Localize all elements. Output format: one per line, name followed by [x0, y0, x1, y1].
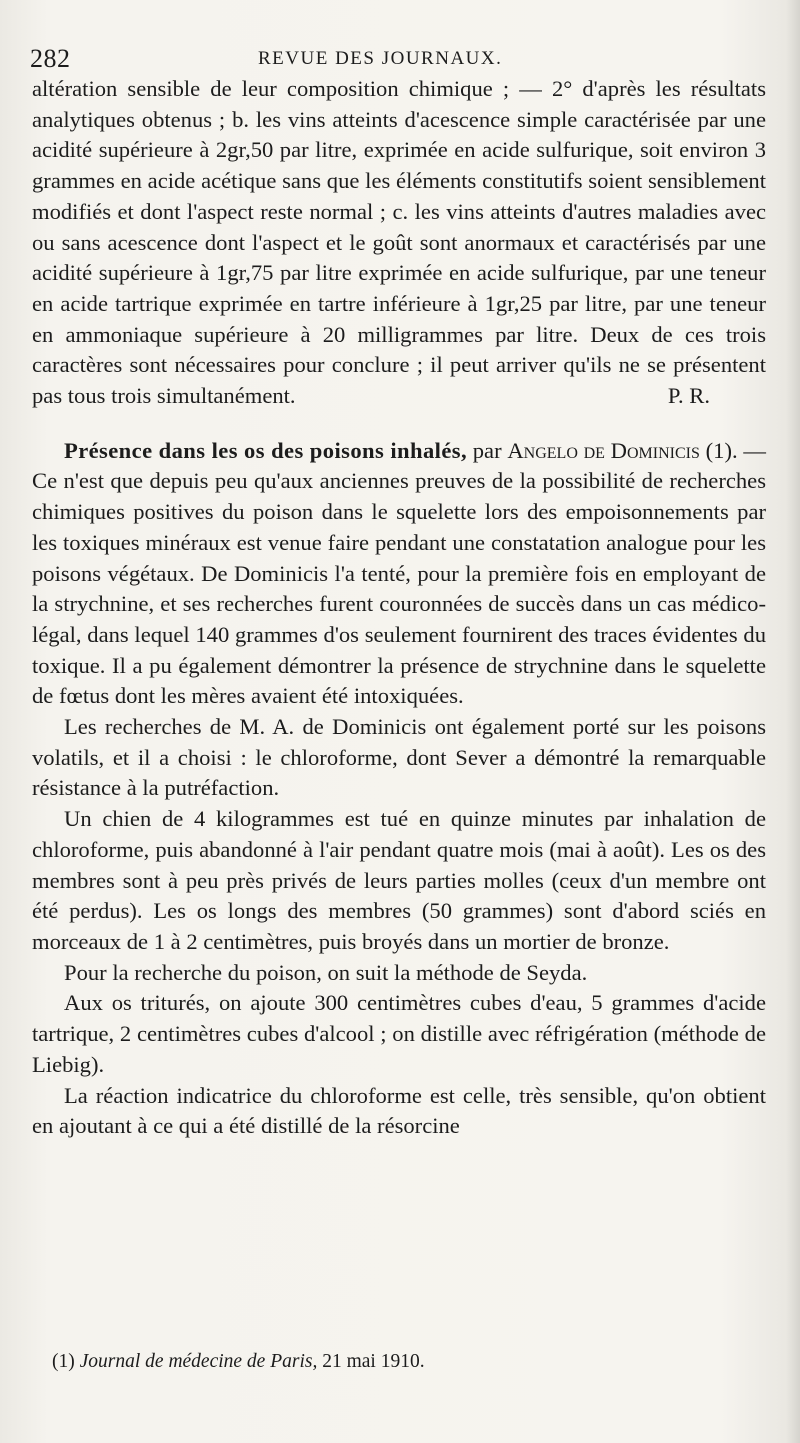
- page-body: [32, 74, 766, 1142]
- body-paragraph: Un chien de 4 kilogrammes est tué en quinze minutes par inhalation de chloroforme, puis abandonné à l'air pendant quatre mois (mai à août). Les os des membres sont à peu près privés de leurs parties molles (ceux d'un membre ont été perdus). Les os longs des membres (50 grammes) sont d'abord sciés en morceaux de 1 à 2 centimètres, puis broyés dans un mortier de bronze.: [32, 806, 766, 954]
- page-edge-shadow: [786, 0, 800, 1443]
- running-head: REVUE DES JOURNAUX.: [258, 48, 503, 69]
- body-paragraph: Pour la recherche du poison, on suit la méthode de Seyda.: [64, 959, 588, 985]
- page-number: 282: [30, 44, 71, 73]
- signature: P. R.: [667, 383, 710, 409]
- paragraph-continued: altération sensible de leur composition chimique ; — 2° d'après les résultats analytiques obtenus ; b. les vins atteints d'acescence simple caractérisée par une acidité supérieure à 2gr,50 par litre, exprimée en acide sulfurique, soit environ 3 grammes en acide acétique sans que les éléments constitutifs soient sensiblement modifiés et dont l'aspect reste normal ; c. les vins atteints d'autres maladies avec ou sans acescence dont l'aspect et le goût sont anormaux et caractérisés par une acidité supérieure à 1gr,75 par litre exprimée en acide sulfurique, par une teneur en acide tartrique exprimée en tartre inférieure à 1gr,25 par litre, par une teneur en ammoniaque supérieure à 20 milligrammes par litre. Deux de ces trois caractères sont nécessaires pour conclure ; il peut arriver qu'ils ne se présentent pas tous trois simultanément.: [32, 76, 766, 409]
- footnote: [52, 1349, 752, 1375]
- page-header: [30, 38, 770, 78]
- article-title: Présence dans les os des poisons inhalés,: [64, 437, 467, 463]
- article-by: par: [467, 437, 508, 463]
- footnote-date: 21 mai 1910.: [322, 1351, 425, 1372]
- body-paragraph: La réaction indicatrice du chloroforme est celle, très sensible, qu'on obtient en ajoutant à ce qui a été distillé de la résorcine: [32, 1082, 766, 1139]
- body-paragraph: Aux os triturés, on ajoute 300 centimètres cubes d'eau, 5 grammes d'acide tartrique, 2 centimètres cubes d'alcool ; on distille avec réfrigération (méthode de Liebig).: [32, 990, 766, 1077]
- footnote-marker: (1): [52, 1351, 75, 1372]
- footnote-ref: (1).: [699, 437, 738, 463]
- body-paragraph: Les recherches de M. A. de Dominicis ont également porté sur les poisons volatils, et il a choisi : le chloroforme, dont Sever a démontré la remarquable résistance à la putréfaction.: [32, 714, 766, 801]
- article-author: Angelo de Dominicis: [507, 437, 700, 463]
- article-paragraph: [32, 436, 766, 712]
- footnote-journal: Journal de médecine de Paris,: [79, 1351, 318, 1372]
- article-text: — Ce n'est que depuis peu qu'aux anciennes preuves de la possibilité de recherches chimiques positives du poison dans le squelette lors des empoisonnements par les toxiques minéraux est venue faire pendant une constatation analogue pour les poisons végétaux. De Dominicis l'a tenté, pour la première fois en employant de la strychnine, et ses recherches furent couronnées de succès dans un cas médico-légal, dans lequel 140 grammes d'os seulement fournirent des traces évidentes du toxique. Il a pu également démontrer la présence de strychnine dans le squelette de fœtus dont les mères avaient été intoxiquées.: [32, 437, 766, 709]
